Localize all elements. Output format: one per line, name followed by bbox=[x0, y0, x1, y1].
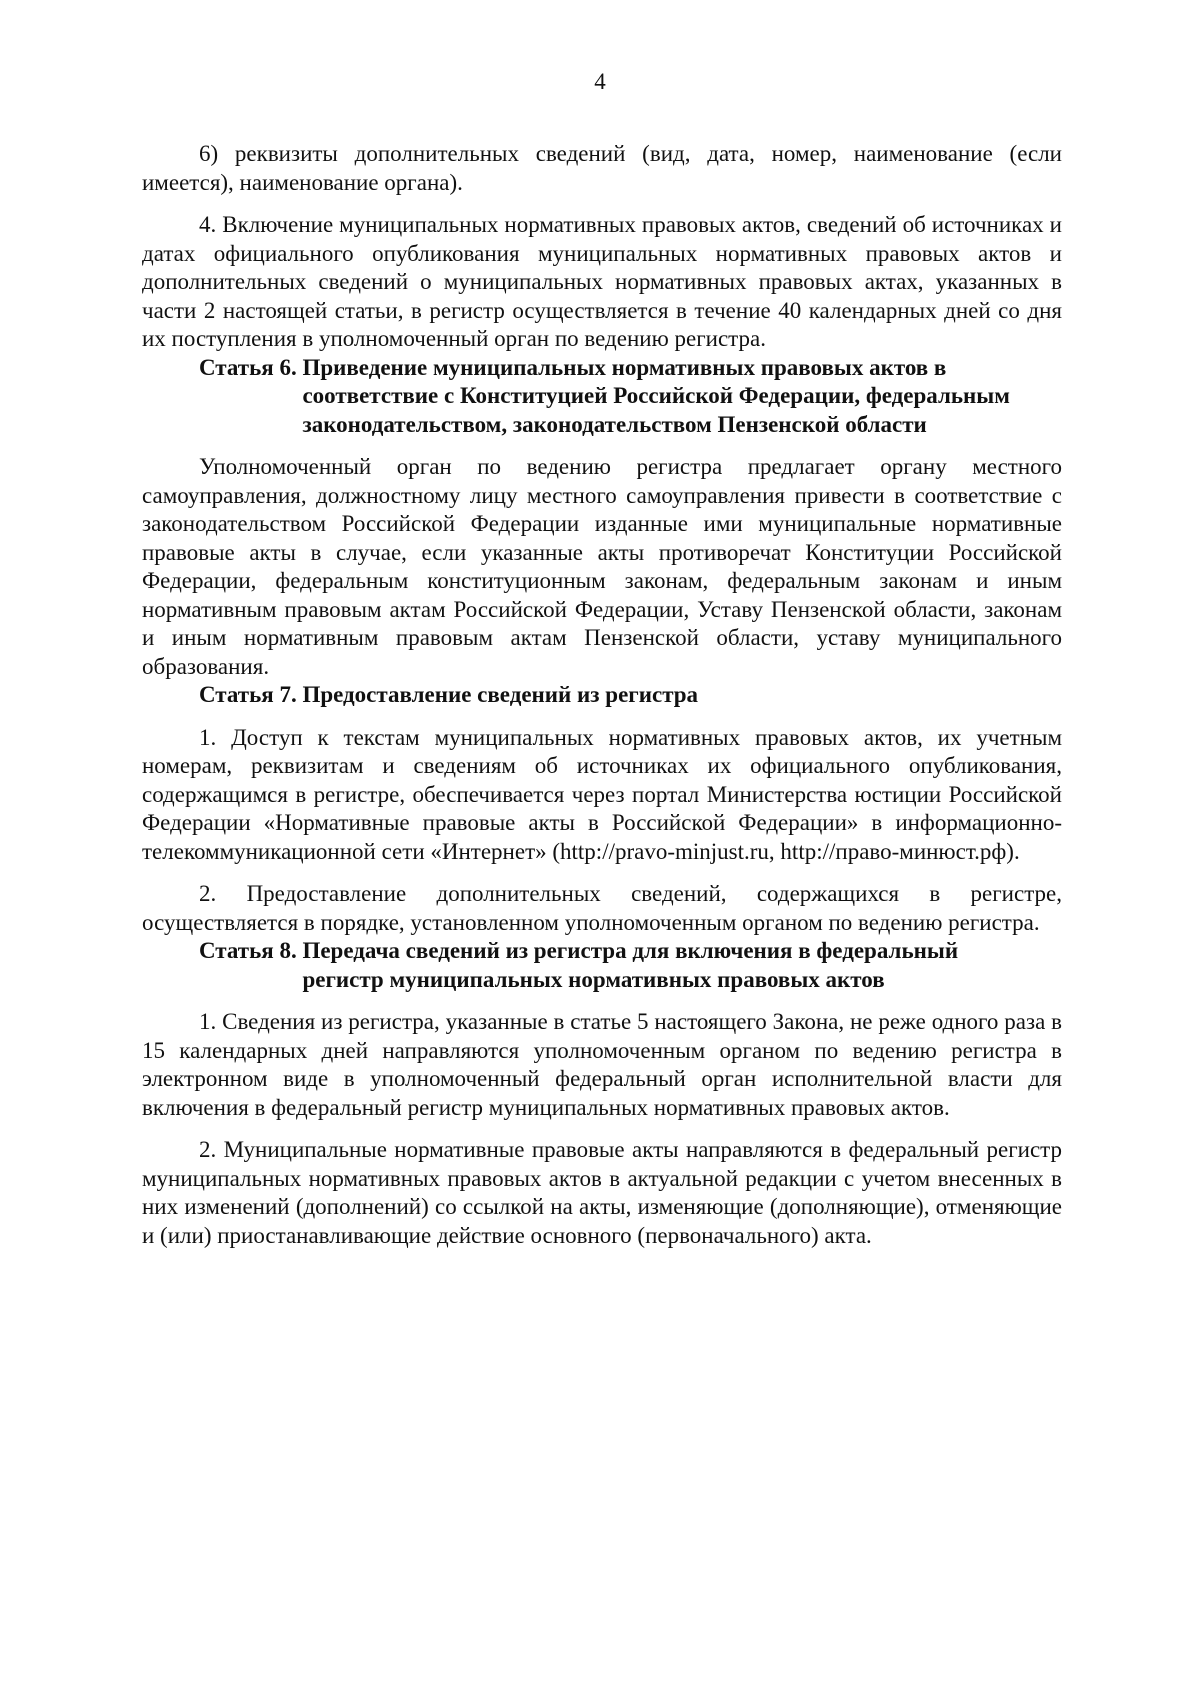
article-8-paragraph-1: 1. Сведения из регистра, указанные в статье 5 настоящего Закона, не реже одного раза в 15 календарных дней направляются уполномоченным органом по ведению регистра в электронном виде в уполномоченный федеральный орган исполнительной власти для включения в федеральный регистр муниципальных нормативных правовых актов. bbox=[142, 1009, 1062, 1120]
article-8-paragraph-2: 2. Муниципальные нормативные правовые акты направляются в федеральный регистр муниципальных нормативных правовых актов в актуальной редакции с учетом внесенных в них изменений (дополнений) со ссылкой на акты, изменяющие (дополняющие), отменяющие и (или) приостанавливающие действие основного (первоначального) акта. bbox=[142, 1137, 1062, 1248]
paragraph-item-6: 6) реквизиты дополнительных сведений (вид, дата, номер, наименование (если имеется), наименование органа). bbox=[142, 141, 1062, 195]
article-7-title: Предоставление сведений из регистра bbox=[302, 682, 699, 707]
page-number: 4 bbox=[594, 69, 606, 94]
paragraph-item-4: 4. Включение муниципальных нормативных правовых актов, сведений об источниках и датах официального опубликования муниципальных нормативных правовых актов и дополнительных сведений о муниципальных нормативных правовых актах, указанных в части 2 настоящей статьи, в регистр осуществляется в течение 40 календарных дней со дня их поступления в уполномоченный орган по ведению регистра. bbox=[142, 212, 1062, 351]
article-7-paragraph-1: 1. Доступ к текстам муниципальных нормативных правовых актов, их учетным номерам, реквизитам и сведениям об источниках их официального опубликования, содержащимся в регистре, обеспечивается через портал Министерства юстиции Российской Федерации «Нормативные правовые акты в Российской Федерации» в информационно-телекоммуникационной сети «Интернет» (http://pravo-minjust.ru, http://право-минюст.рф). bbox=[142, 724, 1062, 864]
article-7-paragraph-2: 2. Предоставление дополнительных сведений, содержащихся в регистре, осуществляется в порядке, установленном уполномоченным органом по ведению регистра. bbox=[142, 881, 1062, 935]
article-7-heading bbox=[142, 681, 1062, 710]
article-7-label: Статья 7. bbox=[199, 682, 303, 707]
article-6-heading bbox=[142, 354, 1062, 440]
article-8-heading bbox=[142, 937, 1062, 994]
article-6-paragraph: Уполномоченный орган по ведению регистра предлагает органу местного самоуправления, должностному лицу местного самоуправления привести в соответствие с законодательством Российской Федерации изданные ими муниципальные нормативные правовые акты в случае, если указанные акты противоречат Конституции Российской Федерации, федеральным конституционным законам, федеральным законам и иным нормативным правовым актам Российской Федерации, Уставу Пензенской области, законам и иным нормативным правовым актам Пензенской области, уставу муниципального образования. bbox=[142, 454, 1062, 679]
article-6-title: Приведение муниципальных нормативных правовых актов в соответствие с Конституцией Российской Федерации, федеральным законодательством, законодательством Пензенской области bbox=[302, 354, 1010, 437]
article-8-title: Передача сведений из регистра для включения в федеральный регистр муниципальных нормативных правовых актов bbox=[302, 938, 959, 992]
article-8-label: Статья 8. bbox=[199, 938, 303, 963]
article-6-label: Статья 6. bbox=[199, 354, 303, 380]
document-body bbox=[142, 140, 1062, 1250]
